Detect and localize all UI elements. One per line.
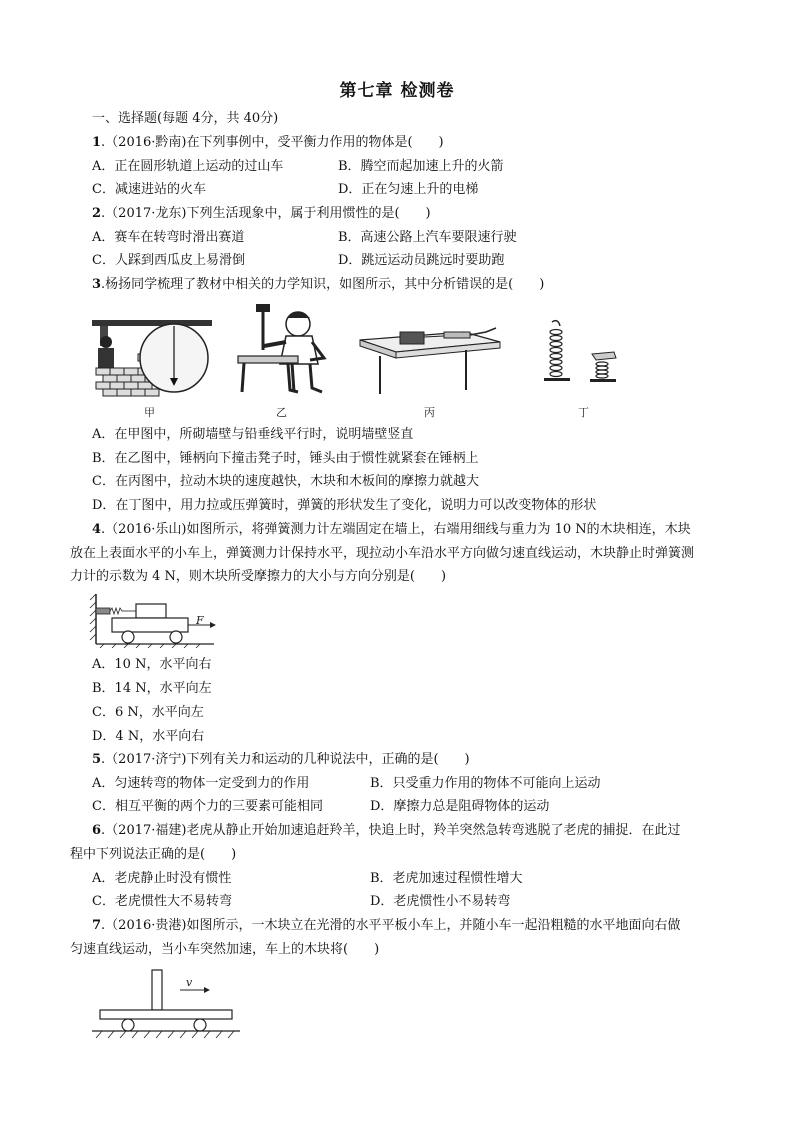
- question-text: .杨扬同学梳理了教材中相关的力学知识，如图所示，其中分析错误的是( ): [101, 277, 545, 292]
- question-text: .（2017·济宁)下列有关力和运动的几种说法中，正确的是( ): [101, 752, 470, 767]
- q6-option-c: C．老虎惯性大不易转弯: [92, 894, 232, 909]
- force-label: F: [196, 614, 204, 627]
- q3-option-c: C．在丙图中，拉动木块的速度越快，木块和木板间的摩擦力就越大: [92, 474, 479, 489]
- question-4-line-2: 放在上表面水平的小车上，弹簧测力计保持水平，现拉动小车沿水平方向做匀速直线运动，木块静止时弹簧测: [70, 546, 695, 561]
- question-7-line-1: [92, 918, 680, 934]
- question-number: 6: [92, 823, 102, 838]
- question-number: 3: [92, 277, 102, 292]
- question-6-line-1: [92, 823, 680, 839]
- question-number: 7: [92, 918, 102, 933]
- q3-option-a: A．在甲图中，所砌墙壁与铅垂线平行时，说明墙壁竖直: [92, 427, 414, 442]
- figure-bing-friction: [356, 318, 506, 398]
- question-4-line-3: 力计的示数为 4 N，则木块所受摩擦力的大小与方向分别是( ): [70, 569, 447, 584]
- q1-option-d: D．正在匀速上升的电梯: [338, 182, 479, 197]
- section-heading: 一、选择题(每题 4分，共 40分): [92, 111, 279, 126]
- question-text: .（2017·龙东)下列生活现象中，属于利用惯性的是( ): [101, 206, 431, 221]
- q5-option-c: C．相互平衡的两个力的三要素可能相同: [92, 799, 323, 814]
- q3-option-b: B．在乙图中，锤柄向下撞击凳子时，锤头由于惯性就紧套在锤柄上: [92, 451, 479, 466]
- question-4-line-1: [92, 522, 691, 538]
- q2-option-b: B．高速公路上汽车要限速行驶: [338, 230, 517, 245]
- caption-bing: 丙: [424, 406, 435, 419]
- question-2: [92, 206, 431, 222]
- question-number: 5: [92, 752, 102, 767]
- figure-ding-springs: [540, 318, 620, 388]
- question-number: 4: [92, 522, 102, 537]
- question-text: .（2016·黔南)在下列事例中，受平衡力作用的物体是( ): [101, 135, 444, 150]
- page-title: 第七章 检测卷: [339, 81, 455, 101]
- velocity-label: v: [186, 976, 193, 989]
- q5-option-b: B．只受重力作用的物体不可能向上运动: [370, 776, 601, 791]
- question-text: .（2016·乐山)如图所示，将弹簧测力计左端固定在墙上，右端用细线与重力为 10 N的木块相连，木块: [101, 522, 691, 537]
- question-text: .（2016·贵港)如图所示，一木块立在光滑的水平平板小车上，并随小车一起沿粗糙的水平地面向右做: [101, 918, 681, 933]
- figure-yi-hammer: [232, 302, 332, 398]
- q1-option-b: B．腾空而起加速上升的火箭: [338, 159, 504, 174]
- q2-option-c: C．人踩到西瓜皮上易滑倒: [92, 253, 245, 268]
- q6-option-d: D．老虎惯性小不易转弯: [370, 894, 511, 909]
- caption-yi: 乙: [276, 406, 287, 419]
- question-3: [92, 277, 544, 293]
- q3-option-d: D．在丁图中，用力拉或压弹簧时，弹簧的形状发生了变化，说明力可以改变物体的形状: [92, 498, 597, 513]
- q2-option-d: D．跳远运动员跳远时要助跑: [338, 253, 505, 268]
- q1-option-a: A．正在圆形轨道上运动的过山车: [92, 159, 284, 174]
- q1-option-c: C．减速进站的火车: [92, 182, 206, 197]
- q5-option-d: D．摩擦力总是阻碍物体的运动: [370, 799, 550, 814]
- question-text: .（2017·福建)老虎从静止开始加速追赶羚羊，快追上时，羚羊突然急转弯逃脱了老虎的捕捉．在此过: [101, 823, 681, 838]
- q2-option-a: A．赛车在转弯时滑出赛道: [92, 230, 245, 245]
- q4-option-b: B．14 N，水平向左: [92, 681, 212, 696]
- question-number: 1: [92, 135, 102, 150]
- figure-jia-plumb-line: [92, 320, 212, 398]
- q4-option-a: A．10 N，水平向右: [92, 657, 212, 672]
- question-6-line-2: 程中下列说法正确的是( ): [70, 847, 237, 862]
- figure-q7-cart: [92, 966, 242, 1040]
- q5-option-a: A．匀速转弯的物体一定受到力的作用: [92, 776, 310, 791]
- question-number: 2: [92, 206, 102, 221]
- q4-option-c: C．6 N，水平向左: [92, 705, 204, 720]
- question-5: [92, 752, 470, 768]
- question-1: [92, 135, 444, 151]
- question-7-line-2: 匀速直线运动，当小车突然加速，车上的木块将( ): [70, 942, 380, 957]
- caption-ding: 丁: [578, 406, 589, 419]
- caption-jia: 甲: [144, 406, 155, 419]
- q6-option-b: B．老虎加速过程惯性增大: [370, 871, 523, 886]
- q4-option-d: D．4 N，水平向右: [92, 729, 205, 744]
- q6-option-a: A．老虎静止时没有惯性: [92, 871, 232, 886]
